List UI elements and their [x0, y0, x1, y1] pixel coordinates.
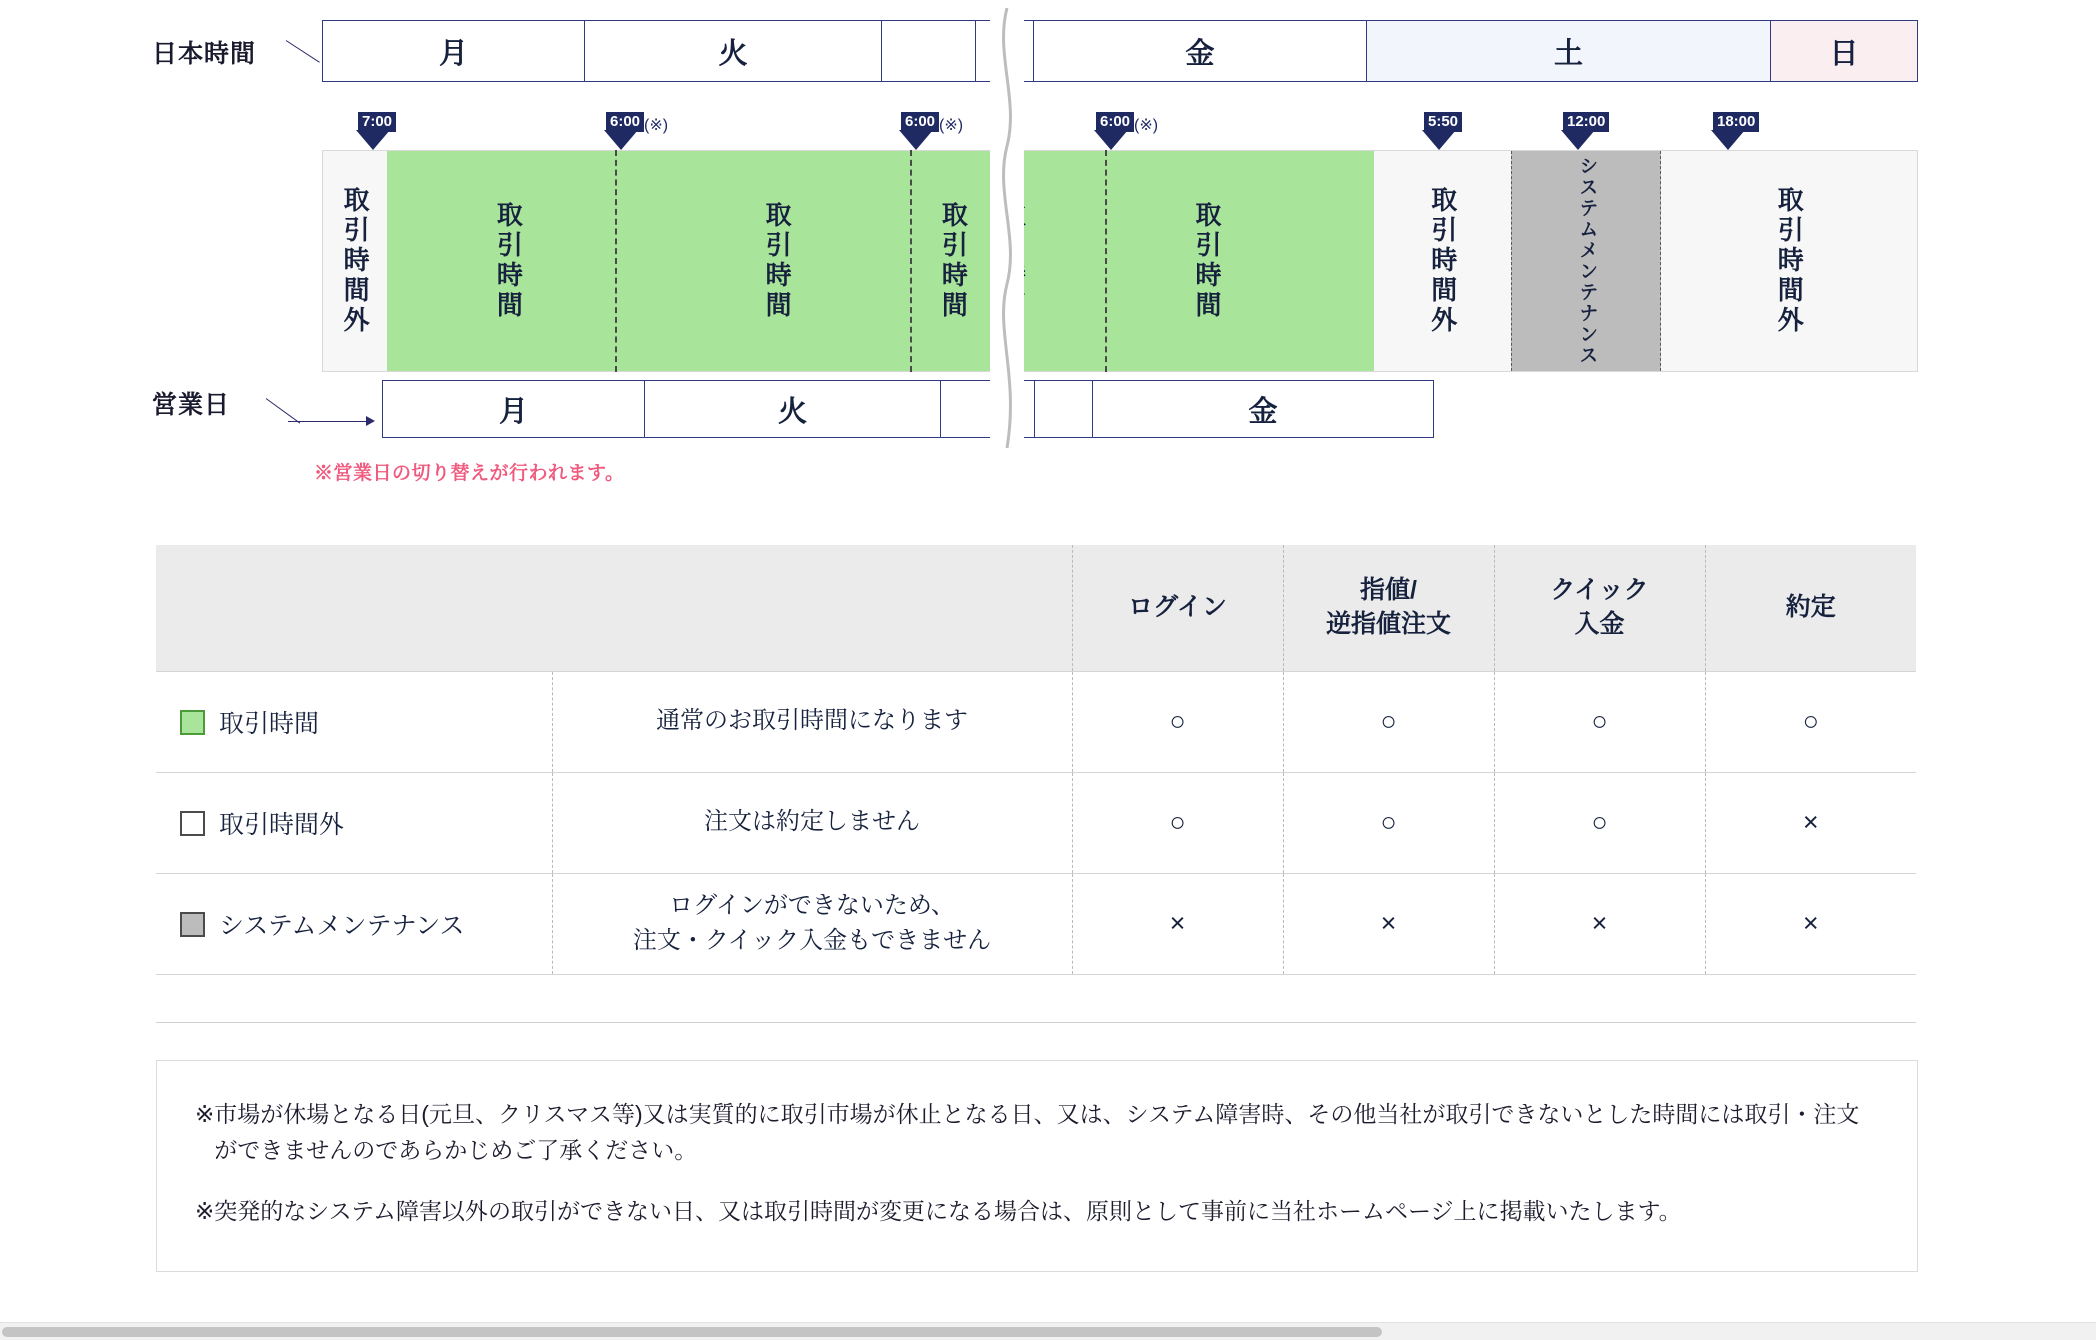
row-category-label: 取引時間外: [219, 810, 345, 839]
header-login: ログイン: [1072, 545, 1283, 671]
row-login-cell: ○: [1072, 671, 1283, 772]
japan-time-label: 日本時間: [152, 40, 257, 68]
timeline-segment-0: [323, 151, 387, 371]
scrollbar-thumb[interactable]: [2, 1327, 1382, 1337]
header-order: [1283, 545, 1494, 671]
header-blank-desc: [552, 545, 1072, 671]
timeline-segment-6: [1374, 151, 1512, 371]
weekday-cell-label: 土: [1553, 37, 1583, 70]
row-description-cell: [552, 772, 1072, 873]
header-order-line2: 逆指値注文: [1325, 609, 1451, 638]
row-category-cell: [156, 873, 552, 974]
table-row: [156, 772, 1916, 873]
row-login-cell: ×: [1072, 873, 1283, 974]
horizontal-scrollbar[interactable]: [0, 1322, 2096, 1340]
business-day-cell-label: 月: [498, 395, 528, 428]
marker-triangle-icon: [1711, 130, 1745, 150]
weekday-cell-label: 火: [718, 37, 748, 70]
marker-time-label: 6:00: [1096, 112, 1134, 132]
marker-triangle-icon: [1094, 130, 1128, 150]
table-row: [156, 671, 1916, 772]
footnote-marker: ※: [195, 1101, 215, 1127]
footnote-box: [156, 1060, 1918, 1272]
marker-time-label: 5:50: [1424, 112, 1462, 132]
timeline-segment-5: [1040, 151, 1374, 371]
footnote-text: 市場が休場となる日(元旦、クリスマス等)又は実質的に取引市場が休止となる日、又は、システム障害時、その他当社が取引できないとした時間には取引・注文ができませんのであらかじめご了承ください。: [214, 1101, 1860, 1163]
timeline-segment-label: 取引時間外: [1774, 186, 1805, 336]
row-fill-cell: ×: [1705, 772, 1916, 873]
table-row: [156, 873, 1916, 974]
marker-note-label: (※): [1134, 117, 1159, 134]
color-swatch-gray-icon: [180, 912, 205, 937]
row-fill-cell: ○: [1705, 671, 1916, 772]
business-day-cell-3: [1034, 380, 1092, 438]
row-category-label: 取引時間: [219, 709, 320, 738]
legend-table-wrap: [156, 545, 1916, 975]
marker-time-label: 6:00: [606, 112, 644, 132]
business-day-leader-line-2: [288, 421, 368, 422]
color-swatch-white-icon: [180, 811, 205, 836]
legend-header-row: [156, 545, 1916, 671]
row-description-line2: 注文・クイック入金もできません: [632, 926, 992, 954]
row-quick-deposit-cell: ○: [1494, 671, 1705, 772]
row-description-line1: 注文は約定しません: [704, 808, 920, 836]
legend-table-head: [156, 545, 1916, 671]
timeline-segment-label: 取引時間: [493, 201, 524, 321]
segment-divider-3: [1105, 150, 1107, 372]
timeline-segment-label: 取引時間: [938, 201, 969, 321]
header-fill: 約定: [1705, 545, 1916, 671]
row-description-line1: ログインができないため、: [669, 891, 955, 919]
row-order-cell: ○: [1283, 671, 1494, 772]
timeline-segment-8: [1661, 151, 1917, 371]
timeline-segment-1: [387, 151, 630, 371]
row-description-cell: [552, 671, 1072, 772]
business-day-cell-4: [1092, 380, 1434, 438]
timeline-segment-label: 取引時間外: [340, 186, 371, 336]
timeline-break-squiggle: [990, 8, 1024, 448]
row-login-cell: ○: [1072, 772, 1283, 873]
marker-triangle-icon: [899, 130, 933, 150]
business-day-label: 営業日: [152, 391, 231, 419]
row-category-label: システムメンテナンス: [219, 911, 465, 940]
row-category-cell: [156, 671, 552, 772]
business-day-leader-line-1: [266, 398, 301, 423]
segment-divider-1: [615, 150, 617, 372]
marker-triangle-icon: [1561, 130, 1595, 150]
legend-table: [156, 545, 1916, 975]
timeline-segment-label: 取引時間: [1192, 201, 1223, 321]
row-description-line1: 通常のお取引時間になります: [656, 707, 968, 735]
timeline-band: [322, 150, 1918, 372]
marker-time-label: 18:00: [1713, 112, 1759, 132]
row-category-cell: [156, 772, 552, 873]
row-description-cell: [552, 873, 1072, 974]
row-order-cell: ×: [1283, 873, 1494, 974]
row-quick-deposit-cell: ○: [1494, 772, 1705, 873]
weekday-cell-label: 月: [438, 37, 468, 70]
business-day-arrow-head: [366, 416, 375, 426]
legend-table-body: [156, 671, 1916, 974]
business-day-cell-label: 金: [1248, 395, 1278, 428]
timeline-segment-7: [1511, 151, 1661, 371]
footnote-text: 突発的なシステム障害以外の取引ができない日、又は取引時間が変更になる場合は、原則として事前に当社ホームページ上に掲載いたします。: [214, 1198, 1682, 1225]
business-day-cell-0: [382, 380, 644, 438]
marker-triangle-icon: [1422, 130, 1456, 150]
business-day-switch-note: ※営業日の切り替えが行われます。: [314, 463, 625, 484]
timeline-segment-label: 取引時間外: [1427, 186, 1458, 336]
timeline-segment-label: システムメンテナンス: [1576, 156, 1598, 366]
marker-time-label: 6:00: [901, 112, 939, 132]
weekday-cell-label: 金: [1185, 37, 1215, 70]
row-quick-deposit-cell: ×: [1494, 873, 1705, 974]
header-order-line1: 指値/: [1360, 576, 1417, 604]
marker-triangle-icon: [604, 130, 638, 150]
marker-note-label: (※): [644, 117, 669, 134]
color-swatch-green-icon: [180, 710, 205, 735]
business-day-cell-label: 火: [777, 395, 807, 428]
timeline-segment-label: 取引時間: [762, 201, 793, 321]
footnote-marker: ※: [195, 1198, 215, 1225]
segment-divider-2: [910, 150, 912, 372]
header-quick-deposit: [1494, 545, 1705, 671]
trading-hours-diagram: [0, 0, 2096, 500]
footnote-0: [195, 1097, 1877, 1168]
weekday-cell-label: 日: [1829, 37, 1859, 70]
row-fill-cell: ×: [1705, 873, 1916, 974]
header-blank-name: [156, 545, 552, 671]
header-quick-line2: 入金: [1574, 609, 1625, 638]
marker-time-label: 12:00: [1563, 112, 1609, 132]
marker-note-label: (※): [939, 117, 964, 134]
business-day-cell-1: [644, 380, 940, 438]
timeline-segment-3: [924, 151, 982, 371]
row-order-cell: ○: [1283, 772, 1494, 873]
legend-table-bottom-rule: [156, 1022, 1916, 1023]
header-quick-line1: クイック: [1550, 576, 1649, 604]
time-marker-group: [0, 0, 2096, 150]
footnote-1: [195, 1194, 1877, 1230]
business-day-row: [382, 380, 1434, 438]
marker-triangle-icon: [356, 130, 390, 150]
timeline-segment-2: [630, 151, 925, 371]
marker-time-label: 7:00: [358, 112, 396, 132]
